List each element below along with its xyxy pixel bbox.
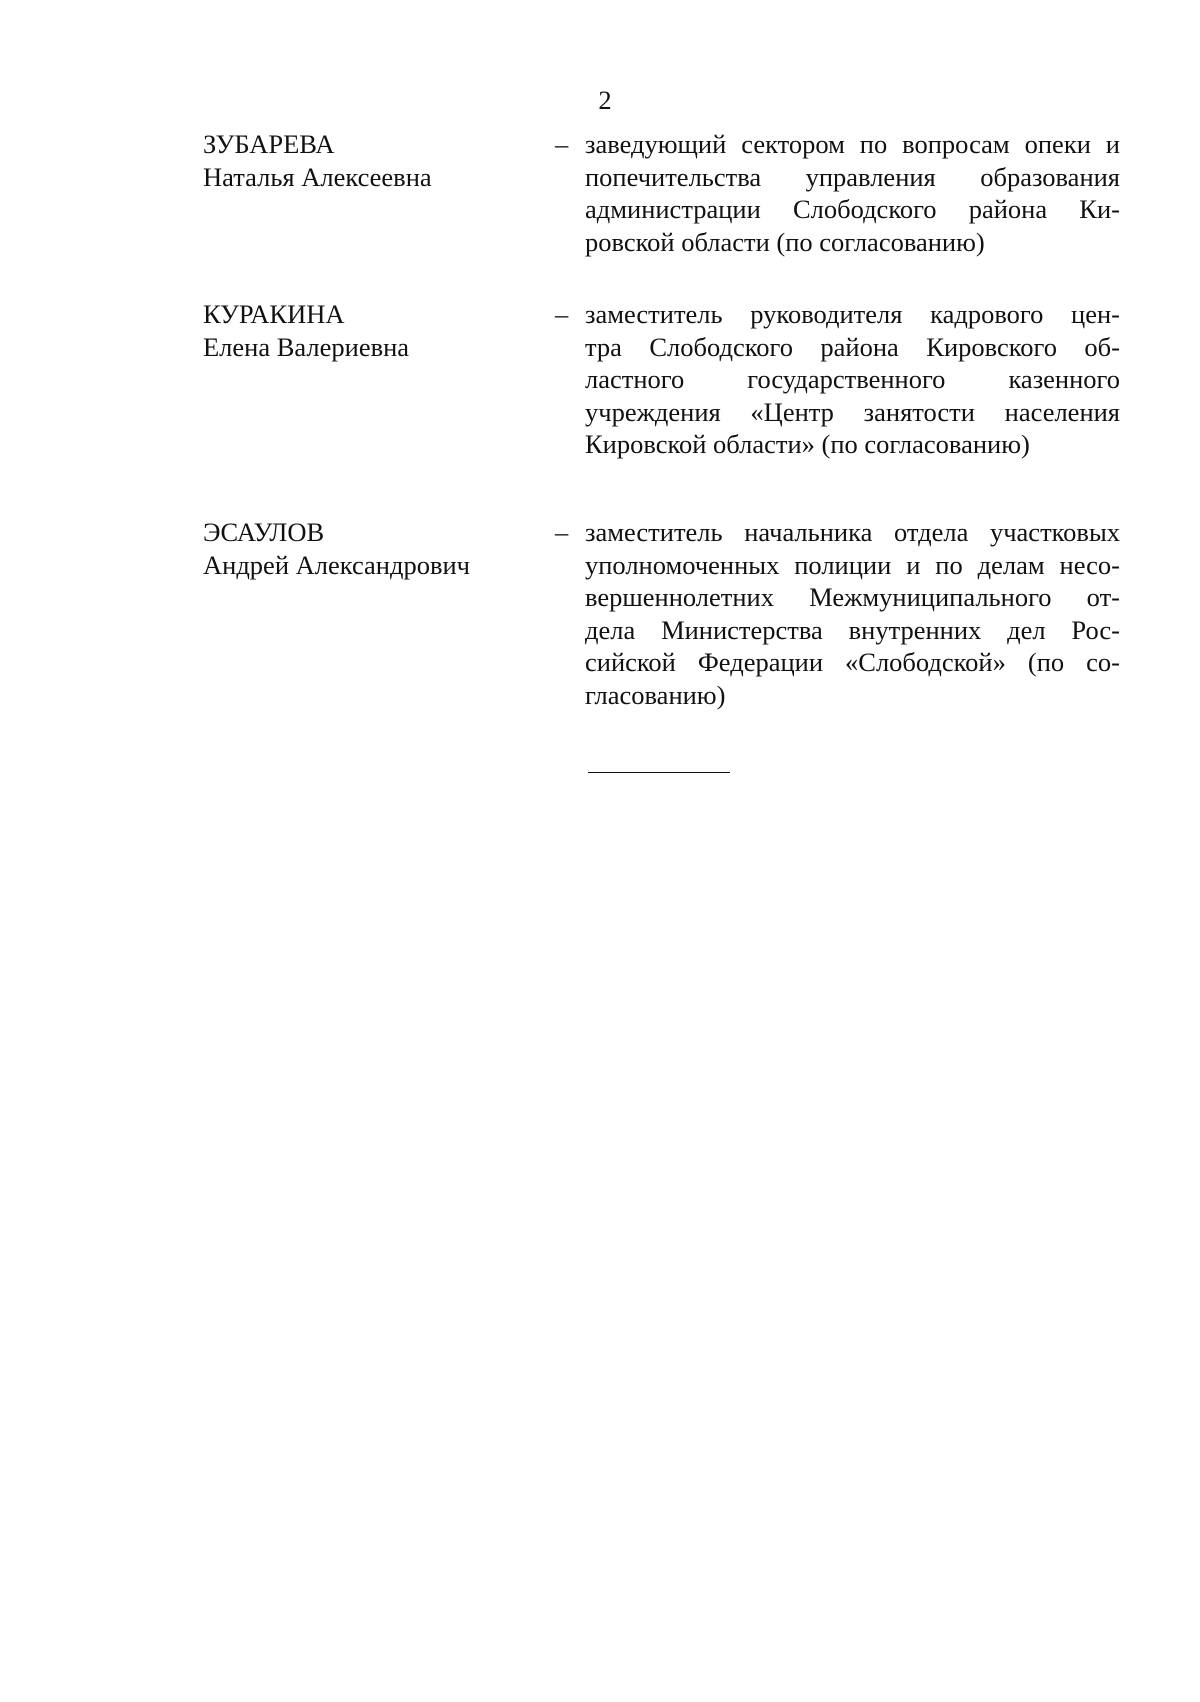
position-line: дела Министерства внутренних дел Рос- [585,614,1120,645]
member-surname: ЗУБАРЕВА [203,129,335,159]
position-line: гласованию) [585,679,726,710]
position-line: ровской области (по согласованию) [585,226,985,257]
page-number: 2 [598,85,612,115]
member-position [585,128,1120,258]
position-line: заведующий сектором по вопросам опеки и [585,129,1120,159]
dash-separator: – [555,129,569,159]
dash-separator: – [555,299,569,329]
position-line: уполномоченных полиции и по делам несо- [585,549,1120,580]
member-given-names: Наталья Алексеевна [203,161,432,192]
position-line: попечительства управления образования [585,161,1120,192]
member-name [203,516,543,581]
position-line: заместитель руководителя кадрового цен- [585,299,1120,329]
member-given-names: Елена Валериевна [203,331,410,362]
position-line: вершеннолетних Межмуниципального от- [585,582,1120,612]
member-surname: ЭСАУЛОВ [203,517,325,547]
dash-separator: – [555,517,569,547]
member-name [203,298,543,363]
position-line: ластного государственного казенного [585,364,1120,394]
member-position [585,298,1120,461]
end-of-list-rule [588,772,730,773]
position-line: администрации Слободского района Ки- [585,194,1120,224]
member-given-names: Андрей Александрович [203,549,470,580]
member-name [203,128,543,193]
position-line: сийской Федерации «Слободской» (по со- [585,647,1120,677]
member-position [585,516,1120,711]
position-line: Кировской области» (по согласованию) [585,429,1030,459]
position-line: заместитель начальника отдела участковых [585,517,1120,547]
member-surname: КУРАКИНА [203,299,345,329]
position-line: тра Слободского района Кировского об- [585,331,1120,362]
position-line: учреждения «Центр занятости населения [585,396,1120,427]
